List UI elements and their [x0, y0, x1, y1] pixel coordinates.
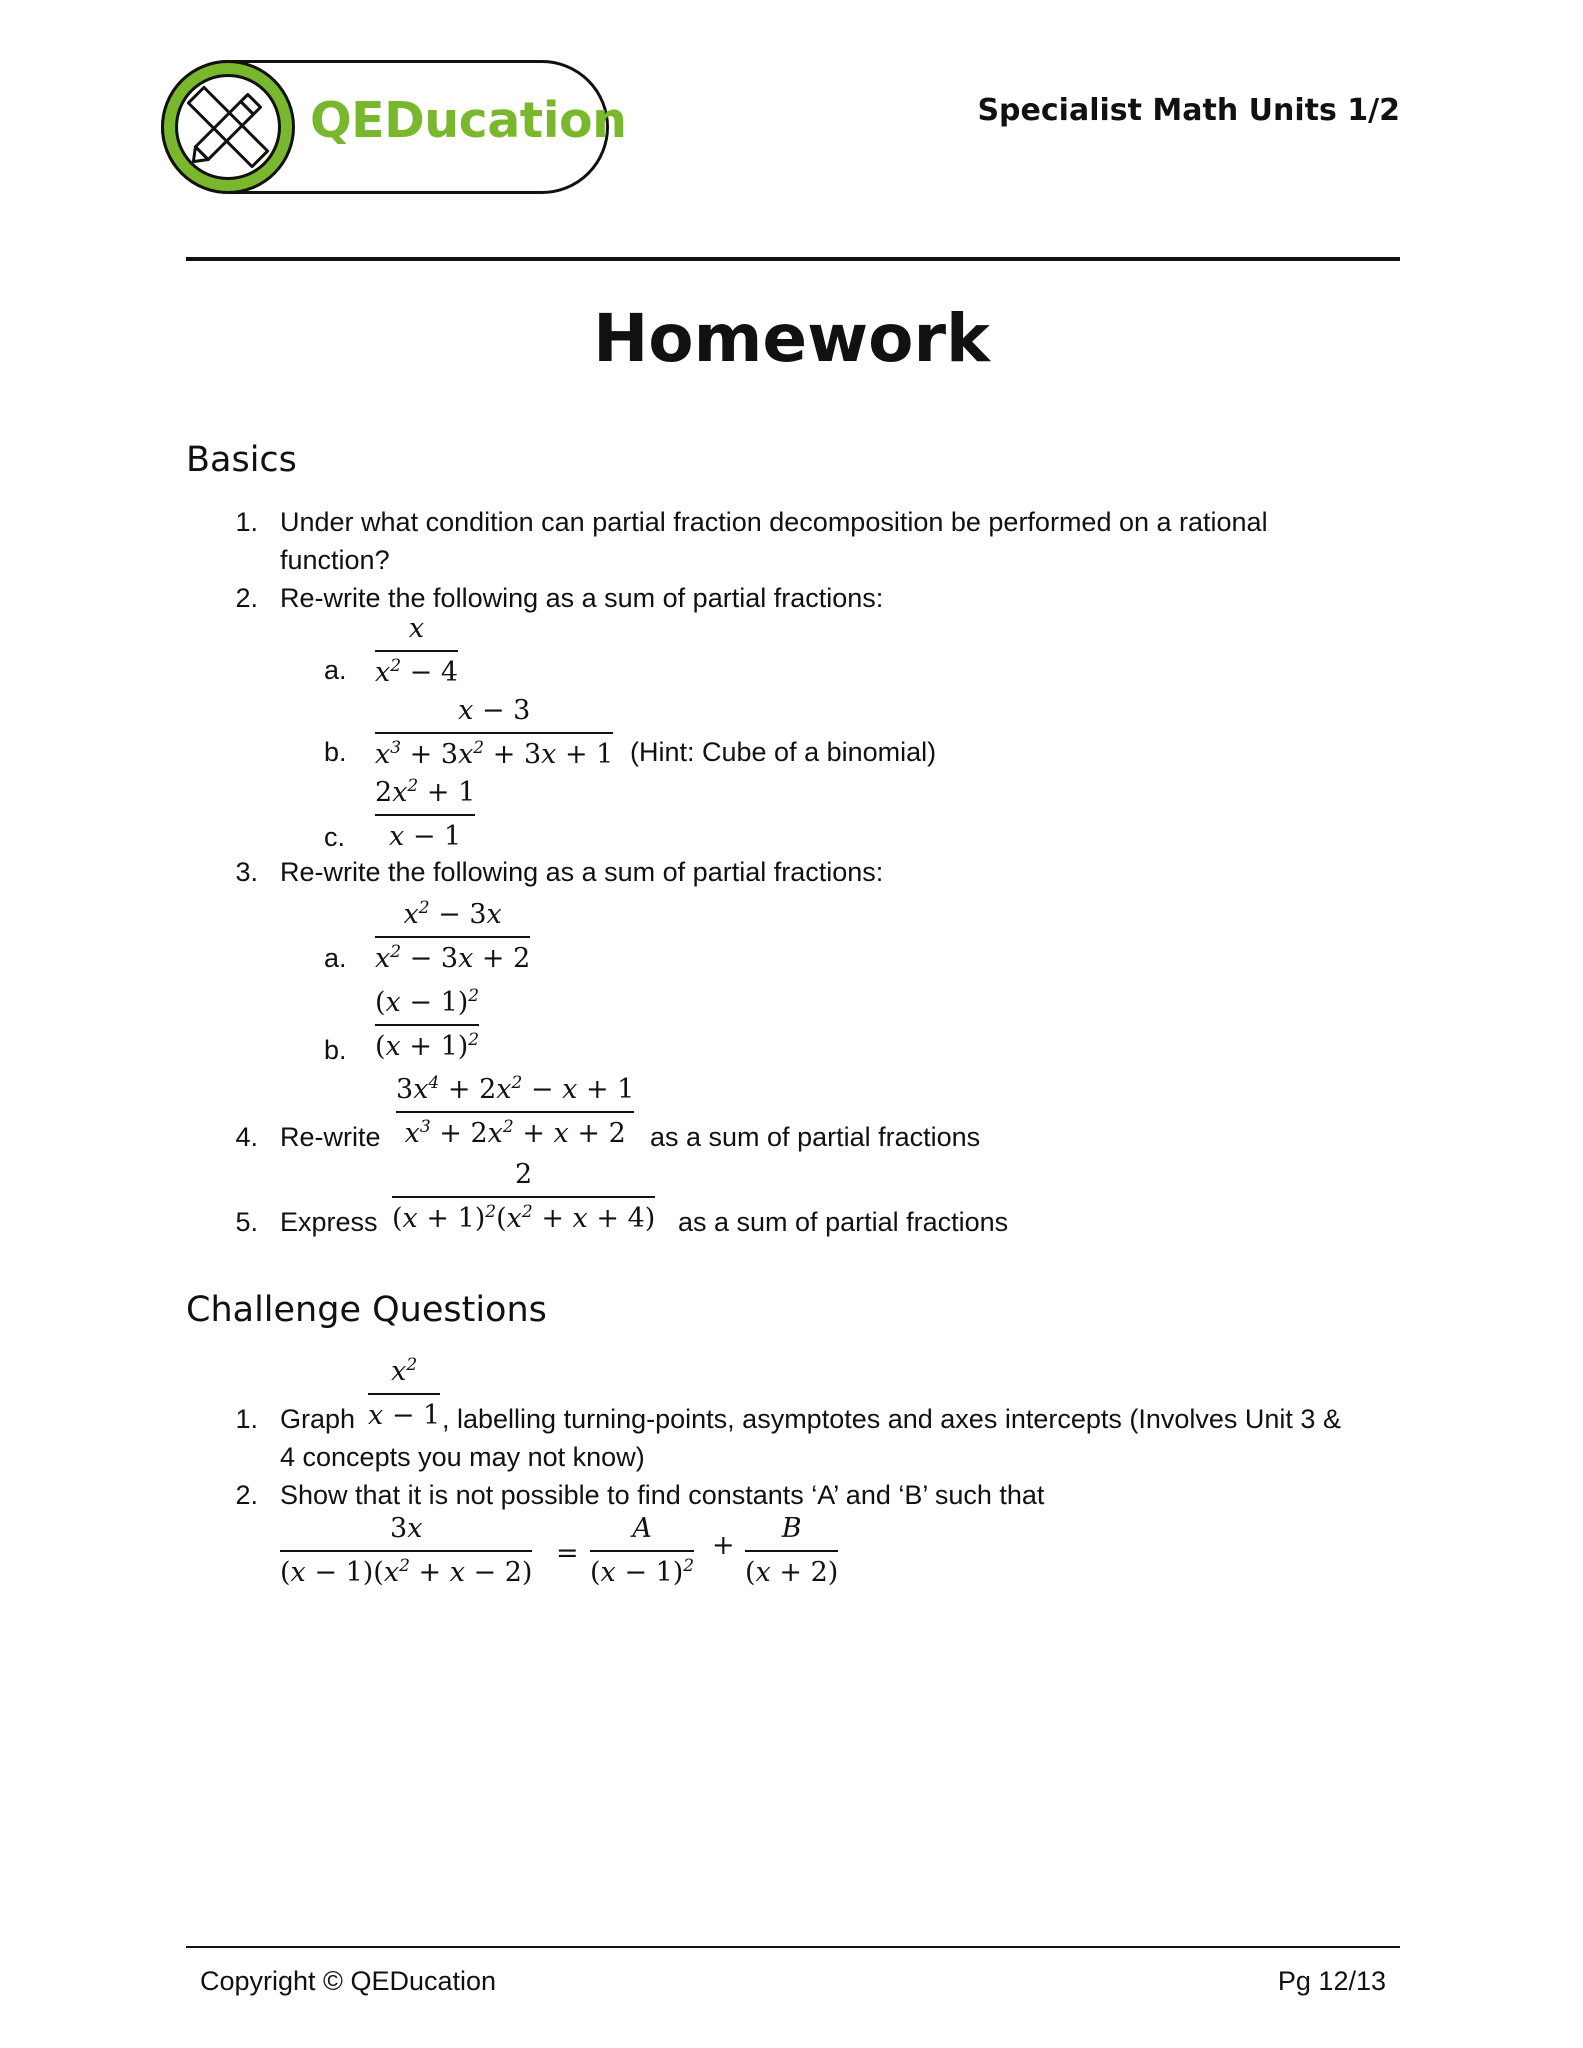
fraction-math: 3x $(x - 1)(x^2 + x - 2)$ [280, 1513, 533, 1588]
question-number: 2. [235, 1480, 258, 1510]
subquestion-label: c. [324, 822, 346, 852]
fraction-math: 2 $(x + 1)^2(x^2 + x + 4)$ [392, 1159, 656, 1234]
fraction-math: B (x + 2) [745, 1513, 839, 1588]
fraction-math: x − 3 $x^3 + 3x^2 + 3x + 1$ [375, 695, 614, 770]
subquestion-label: b. [324, 737, 347, 767]
unit-title: Specialist Math Units 1/2 [977, 93, 1400, 128]
fraction-math: A $(x - 1)^2$ [590, 1513, 695, 1588]
question-number: 3. [235, 857, 258, 887]
pencil-ruler-icon [175, 74, 281, 180]
fraction-math: x $x^2 - 4$ [375, 613, 459, 688]
fraction-math: $3x^4 + 2x^2 - x + 1$ $x^3 + 2x^2 + x + 2$ [396, 1073, 635, 1149]
fraction-math: $x^2$ x − 1 [368, 1355, 441, 1431]
question-number: 4. [235, 1122, 258, 1152]
question-text: Re-write [280, 1122, 381, 1152]
equals-sign: = [556, 1538, 579, 1569]
subquestion-label: a. [324, 655, 347, 685]
copyright-text: Copyright © QEDucation [200, 1966, 497, 1996]
plus-sign: + [712, 1530, 735, 1561]
logo-text: QEDucation [310, 92, 627, 149]
fraction-math: $x^2 - 3x$ $x^2 - 3x + 2$ [375, 898, 531, 974]
question-text: 4 concepts you may not know) [280, 1442, 645, 1472]
question-number: 5. [235, 1207, 258, 1237]
question-number: 1. [235, 507, 258, 537]
question-text: Show that it is not possible to find constants ‘A’ and ‘B’ such that [280, 1480, 1045, 1510]
question-text: as a sum of partial fractions [678, 1207, 1009, 1237]
hint-text: (Hint: Cube of a binomial) [630, 737, 937, 767]
question-text: , labelling turning-points, asymptotes and axes intercepts (Involves Unit 3 & [442, 1404, 1341, 1434]
question-number: 1. [235, 1404, 258, 1434]
subquestion-label: b. [324, 1035, 347, 1065]
section-heading-basics: Basics [186, 440, 297, 480]
section-heading-challenge: Challenge Questions [186, 1290, 547, 1330]
subquestion-label: a. [324, 943, 347, 973]
page-number: Pg 12/13 [1277, 1966, 1386, 1996]
question-text: Under what condition can partial fraction decomposition be performed on a rational [280, 507, 1268, 537]
header-divider [186, 257, 1400, 261]
question-text: Re-write the following as a sum of partial fractions: [280, 857, 884, 887]
question-text: function? [280, 545, 390, 575]
footer-divider [186, 1946, 1400, 1948]
fraction-math: $(x - 1)^2$ $(x + 1)^2$ [375, 986, 480, 1062]
fraction-math: $2x^2 + 1$ x − 1 [375, 776, 476, 852]
question-text: Express [280, 1207, 378, 1237]
question-text: as a sum of partial fractions [650, 1122, 981, 1152]
question-number: 2. [235, 583, 258, 613]
question-text: Graph [280, 1404, 356, 1434]
page-title: Homework [593, 300, 990, 377]
question-text: Re-write the following as a sum of partial fractions: [280, 583, 884, 613]
